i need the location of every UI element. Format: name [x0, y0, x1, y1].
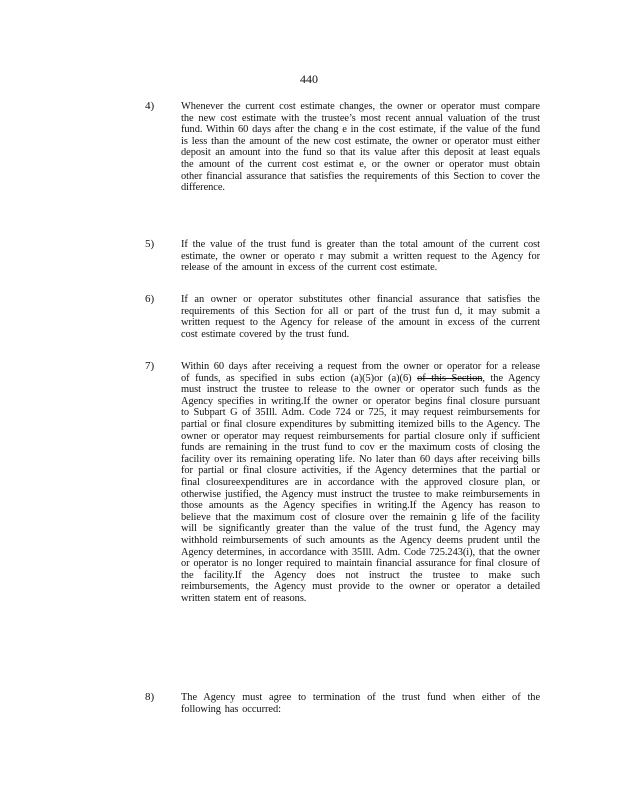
paragraph-number: 6)	[145, 293, 155, 305]
paragraph-8	[145, 692, 540, 720]
paragraph-text: The Agency must agree to termination of the trust fund when either of the following has occurred:	[181, 692, 540, 715]
paragraph-number: 4)	[145, 100, 155, 112]
paragraph-number: 7)	[145, 360, 155, 372]
paragraph-number: 8)	[145, 691, 155, 703]
paragraph-text: If an owner or operator substitutes other financial assurance that satisfies the requirements of this Section for all or part of the trust fun d, it may submit a written request to the Agency for release of the amount in excess of the current cost estimate covered by the trust fund.	[181, 294, 540, 340]
paragraph-text: If the value of the trust fund is greater than the total amount of the current cost estimate, the owner or operato r may submit a written request to the Agency for release of the amount in excess of the current cost estimate.	[181, 239, 540, 274]
paragraph-4	[145, 101, 540, 227]
paragraph-5	[145, 239, 540, 279]
paragraph-7	[145, 361, 540, 679]
paragraph-text-after: , the Agency must instruct the trustee to release to the owner or operator such funds as the Agency specifies in writing.If the owner or operator begins final closure pursuant to Subpart G of 35Ill. Adm. Code 724 or 725, it may request reimbursements for partial or final closure expenditures by submitting itemized bills to the Agency. The owner or operator may request reimbursements for partial closure only if sufficient funds are remaining in the trust fund to cov er the maximum costs of closing the facility over its remaining operating life. No later than 60 days after receiving bills for partial or final closure activities, if the Agency determines that the partial or final closureexpenditures are in accordance with the approved closure plan, or otherwise justified, the Agency must instruct the trustee to make reimbursements in those amounts as the Agency specifies in writing.If the Agency has reason to believe that the maximum cost of closure over the remainin g life of the facility will be significantly greater than the value of the trust fund, the Agency may withhold reimbursements of such amounts as the Agency deems prudent until the Agency determines, in accordance with 35Ill. Adm. Code 725.243(i), that the owner or operator is no longer required to maintain financial assurance for final closure of the facility.If the Agency does not instruct the trustee to make such reimbursements, the Agency must provide to the owner or operator a detailed written statem ent of reasons.	[181, 372, 541, 604]
paragraph-text: Whenever the current cost estimate changes, the owner or operator must compare the new cost estimate with the trustee’s most recent annual valuation of the trust fund. Within 60 days after the chang e in the cost estimate, if the value of the fund is less than the amount of the new cost estimate, the owner or operator must either deposit an amount into the fund so that its value after this deposit at least equals the amount of the current cost estimat e, or the owner or operator must obtain other financial assurance that satisfies the requirements of this Section to cover the difference.	[181, 101, 540, 194]
paragraph-text-before: Within 60 days after receiving a request from the owner or operator for a release of funds, as specified in subs ection (a)(5)or (a)(6)	[181, 361, 540, 384]
page-number: 440	[300, 72, 318, 86]
struck-text: of this Section	[417, 372, 483, 384]
paragraph-number: 5)	[145, 238, 155, 250]
paragraph-text	[181, 361, 540, 604]
paragraph-6	[145, 294, 540, 346]
